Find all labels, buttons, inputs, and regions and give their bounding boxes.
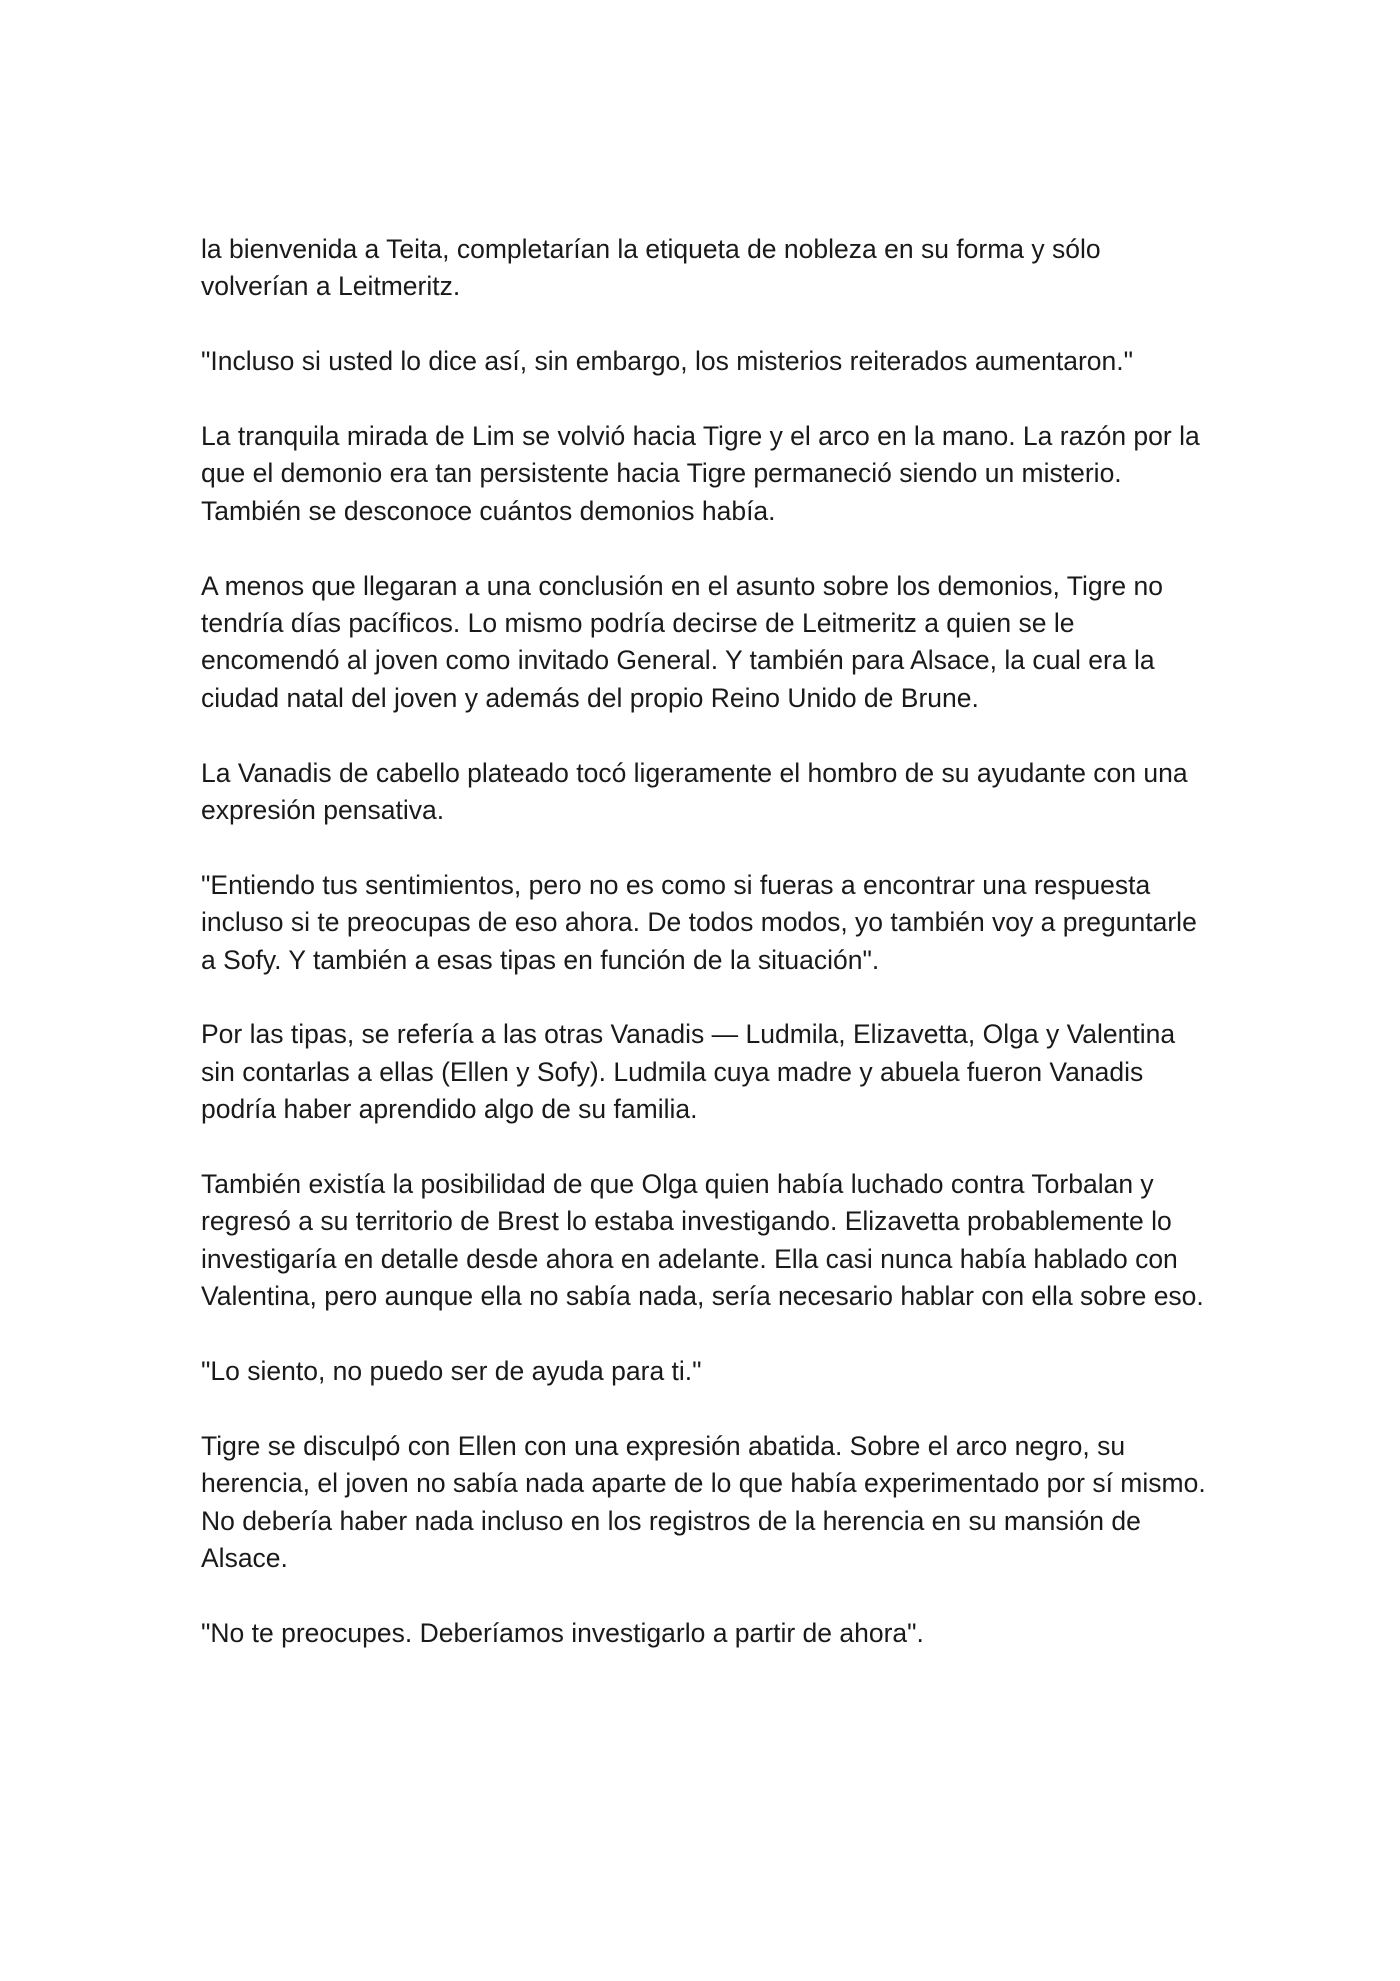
paragraph: "No te preocupes. Deberíamos investigarlo a partir de ahora". [201, 1617, 924, 1648]
paragraph: También existía la posibilidad de que Olga quien había luchado contra Torbalan y regresó a su territorio de Brest lo estaba investigando. Elizavetta probablemente lo investigaría en detalle desde ahora en adelante. Ella casi nunca había hablado con Valentina, pero aunque ella no sabía nada, sería necesario hablar con ella sobre eso. [201, 1169, 1204, 1312]
paragraph: "Lo siento, no puedo ser de ayuda para ti." [201, 1356, 702, 1387]
paragraph: la bienvenida a Teita, completarían la etiqueta de nobleza en su forma y sólo volverían a Leitmeritz. [201, 234, 1101, 302]
paragraph: Por las tipas, se refería a las otras Vanadis — Ludmila, Elizavetta, Olga y Valentina sin contarlas a ellas (Ellen y Sofy). Ludmila cuya madre y abuela fueron Vanadis podría haber aprendido algo de su familia. [201, 1019, 1176, 1125]
paragraph: "Entiendo tus sentimientos, pero no es como si fueras a encontrar una respuesta incluso si te preocupas de eso ahora. De todos modos, yo también voy a preguntarle a Sofy. Y también a esas tipas en función de la situación". [201, 869, 1197, 975]
paragraph: La Vanadis de cabello plateado tocó ligeramente el hombro de su ayudante con una expresión pensativa. [201, 757, 1188, 826]
paragraph: Tigre se disculpó con Ellen con una expresión abatida. Sobre el arco negro, su herencia, el joven no sabía nada aparte de lo que había experimentado por sí mismo. No debería haber nada incluso en los registros de la herencia en su mansión de Alsace. [201, 1430, 1206, 1574]
paragraph: La tranquila mirada de Lim se volvió hacia Tigre y el arco en la mano. La razón por la que el demonio era tan persistente hacia Tigre permaneció siendo un misterio. También se desconoce cuántos demonios había. [201, 421, 1200, 526]
paragraph: A menos que llegaran a una conclusión en el asunto sobre los demonios, Tigre no tendría días pacíficos. Lo mismo podría decirse de Leitmeritz a quien se le encomendó al joven como invitado General. Y también para Alsace, la cual era la ciudad natal del joven y además del propio Reino Unido de Brune. [201, 570, 1163, 713]
paragraph: "Incluso si usted lo dice así, sin embargo, los misterios reiterados aumentaron." [201, 346, 1134, 377]
body-text [201, 231, 1211, 1652]
